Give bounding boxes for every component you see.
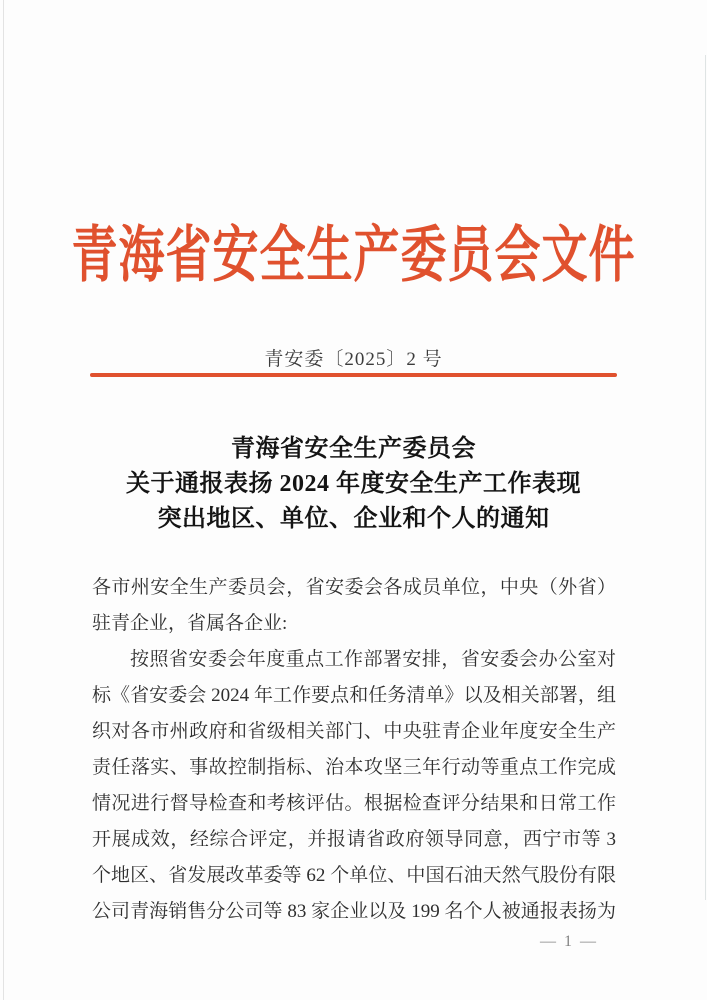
document-number: 青安委〔2025〕2 号 bbox=[264, 349, 443, 370]
text-line: 个地区、省发展改革委等 62 个单位、中国石油天然气股份有限 bbox=[92, 865, 616, 886]
body-paragraph bbox=[92, 642, 616, 930]
text-line: 公司青海销售分公司等 83 家企业以及 199 名个人被通报表扬为 bbox=[92, 901, 616, 922]
salutation-paragraph bbox=[92, 570, 616, 642]
text-line: 情况进行督导检查和考核评估。根据检查评分结果和日常工作 bbox=[92, 793, 616, 814]
text-line: 责任落实、事故控制指标、治本攻坚三年行动等重点工作完成 bbox=[92, 757, 616, 778]
text-line: 各市州安全生产委员会，省安委会各成员单位，中央（外省） bbox=[92, 577, 616, 598]
document-header-title: 青海省安全生产委员会文件 bbox=[71, 221, 636, 289]
text-line: 开展成效，经综合评定，并报请省政府领导同意，西宁市等 3 bbox=[92, 829, 616, 850]
text-line: 关于通报表扬 2024 年度安全生产工作表现 bbox=[126, 471, 581, 497]
text-line: 突出地区、单位、企业和个人的通知 bbox=[157, 506, 550, 532]
document-title bbox=[0, 432, 707, 537]
text-line: 青海省安全生产委员会 bbox=[231, 436, 476, 462]
text-line: 织对各市州政府和省级相关部门、中央驻青企业年度安全生产 bbox=[92, 721, 616, 742]
text-line: 标《省安委会 2024 年工作要点和任务清单》以及相关部署，组 bbox=[92, 685, 616, 706]
page-number: — 1 — bbox=[540, 933, 598, 950]
text-line: 驻青企业，省属各企业: bbox=[92, 613, 288, 634]
red-separator-line bbox=[90, 373, 617, 377]
text-line: 按照省安委会年度重点工作部署安排，省安委会办公室对 bbox=[130, 649, 616, 670]
